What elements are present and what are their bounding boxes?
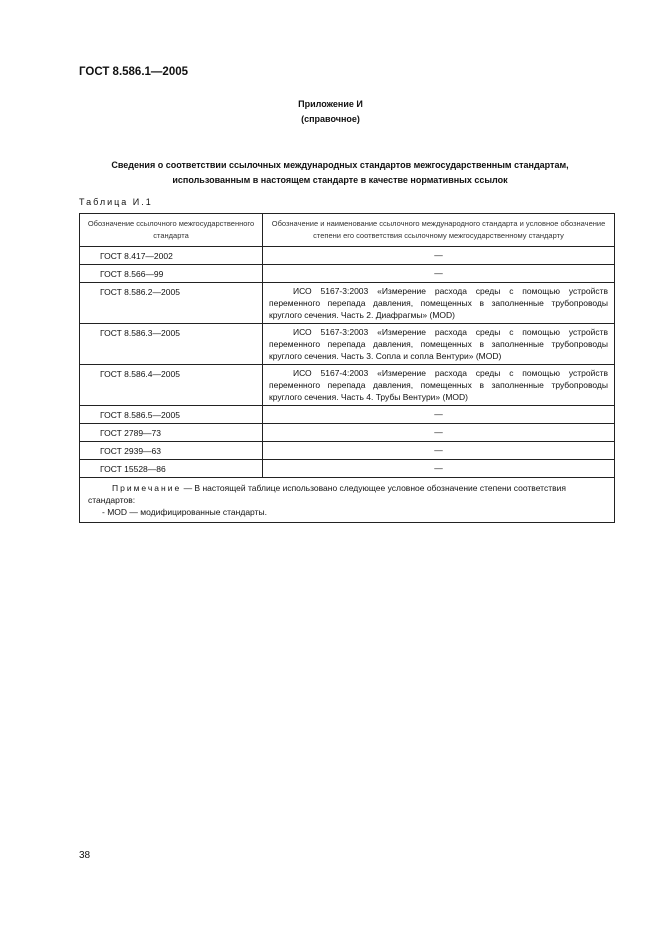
table-note [80,478,615,523]
table-row [80,283,615,324]
table-row [80,365,615,406]
standard-cell: ГОСТ 2939—63 [80,442,263,460]
note-paragraph [88,482,606,506]
description-cell: — [263,406,615,424]
heading-line-2: использованным в настоящем стандарте в качестве нормативных ссылок [172,175,508,185]
note-text: — В настоящей таблице использовано следующее условное обозначение степени соответствия стандартов: [88,483,566,505]
column-header-description: Обозначение и наименование ссылочного международного стандарта и условное обозначение степени его соответствия ссылочному межгосударственному стандарту [263,214,615,247]
table-row [80,424,615,442]
heading-line-1: Сведения о соответствии ссылочных международных стандартов межгосударственным стандартам, [111,160,569,170]
standard-cell: ГОСТ 15528—86 [80,460,263,478]
table-row [80,460,615,478]
standard-cell: ГОСТ 2789—73 [80,424,263,442]
column-header-standard: Обозначение ссылочного межгосударственного стандарта [80,214,263,247]
table-row [80,406,615,424]
standard-cell: ГОСТ 8.586.3—2005 [80,324,263,365]
appendix-title: Приложение И [298,99,363,109]
description-cell: — [263,265,615,283]
description-cell: — [263,460,615,478]
description-cell: — [263,247,615,265]
note-item: - MOD — модифицированные стандарты. [102,507,267,517]
table-row [80,324,615,365]
table-row [80,442,615,460]
description-cell: ИСО 5167-3:2003 «Измерение расхода среды с помощью устройств переменного перепада давления, помещенных в заполненные трубопроводы круглого сечения. Часть 3. Сопла и сопла Вентури» (MOD) [263,324,615,365]
standard-cell: ГОСТ 8.417—2002 [80,247,263,265]
appendix-header [0,97,661,127]
table-header-row [80,214,615,247]
appendix-subtitle: (справочное) [301,114,360,124]
description-cell: — [263,424,615,442]
table-label: Таблица И.1 [79,197,153,207]
table-row [80,247,615,265]
table-note-row [80,478,615,523]
section-heading [70,158,610,188]
standard-cell: ГОСТ 8.586.5—2005 [80,406,263,424]
description-cell: — [263,442,615,460]
standard-cell: ГОСТ 8.586.4—2005 [80,365,263,406]
standard-cell: ГОСТ 8.586.2—2005 [80,283,263,324]
standard-cell: ГОСТ 8.566—99 [80,265,263,283]
note-label: Примечание [112,483,182,493]
description-cell: ИСО 5167-4:2003 «Измерение расхода среды с помощью устройств переменного перепада давления, помещенных в заполненные трубопроводы круглого сечения. Часть 4. Трубы Вентури» (MOD) [263,365,615,406]
document-code: ГОСТ 8.586.1—2005 [79,66,189,78]
reference-table [79,213,615,523]
description-cell: ИСО 5167-3:2003 «Измерение расхода среды с помощью устройств переменного перепада давления, помещенных в заполненные трубопроводы круглого сечения. Часть 2. Диафрагмы» (MOD) [263,283,615,324]
table-row [80,265,615,283]
page-number: 38 [79,850,91,861]
